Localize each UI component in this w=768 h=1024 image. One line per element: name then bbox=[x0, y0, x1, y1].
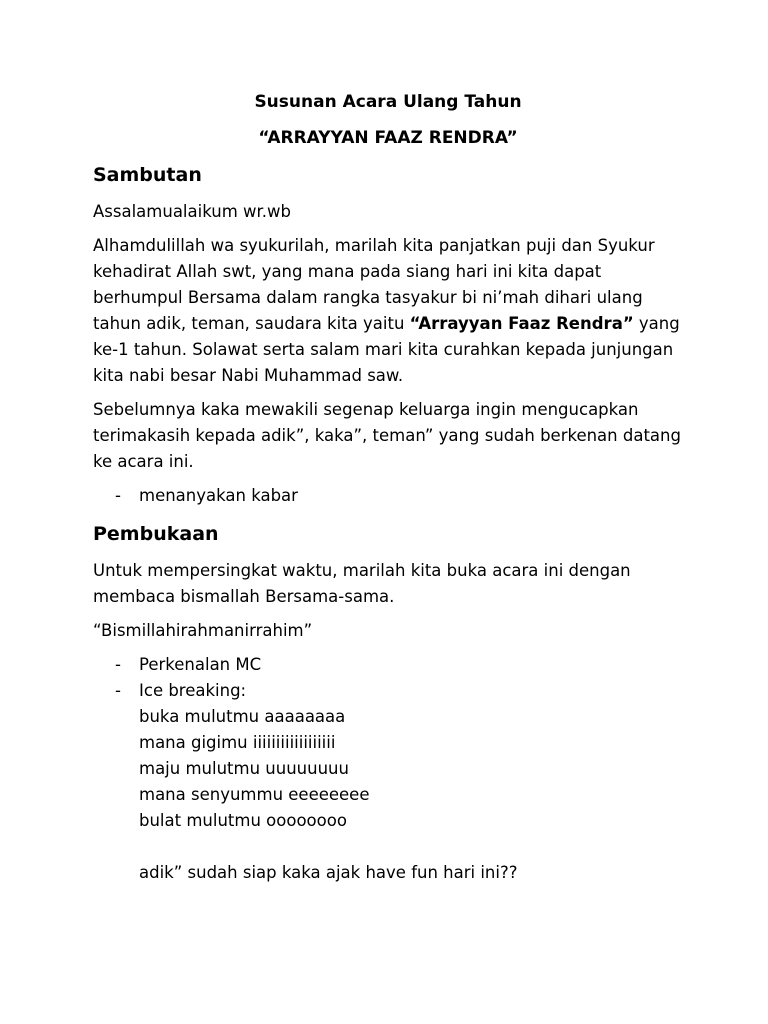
section-heading-pembukaan: Pembukaan bbox=[93, 523, 219, 545]
ice-breaking-line: mana senyummu eeeeeeee bbox=[139, 785, 370, 804]
document-page bbox=[93, 88, 683, 886]
bullet-dash: - bbox=[115, 486, 121, 505]
sambutan-list bbox=[93, 483, 683, 509]
bismillah-quote: “Bismillahirahmanirrahim” bbox=[93, 621, 313, 640]
greeting-text: Assalamualaikum wr.wb bbox=[93, 202, 292, 221]
opening-paragraph-part2: yang ke-1 tahun. Solawat serta salam mari kita curahkan kepada junjungan kita nabi besar Nabi Muhammad saw. bbox=[93, 314, 680, 385]
section-heading-sambutan: Sambutan bbox=[93, 164, 202, 186]
list-item-label: Ice breaking: bbox=[139, 681, 247, 700]
blank-line bbox=[139, 834, 683, 860]
opening-paragraph-part1: Alhamdulillah wa syukurilah, marilah kita panjatkan puji dan Syukur kehadirat Allah swt, yang mana pada siang hari ini kita dapat berhumpul Bersama dalam rangka tasyakur bi ni’mah dihari ulang tahun adik, teman, saudara kita yaitu bbox=[93, 236, 655, 333]
list-item bbox=[93, 652, 683, 678]
list-item-label: menanyakan kabar bbox=[139, 486, 298, 505]
list-item bbox=[93, 483, 683, 509]
ice-breaking-line: mana gigimu iiiiiiiiiiiiiiiiii bbox=[139, 733, 336, 752]
ice-breaking-line: buka mulutmu aaaaaaaa bbox=[139, 707, 346, 726]
child-name-bold: “Arrayyan Faaz Rendra” bbox=[409, 314, 634, 333]
list-item-label: Perkenalan MC bbox=[139, 655, 262, 674]
document-subtitle: “ARRAYYAN FAAZ RENDRA” bbox=[258, 128, 518, 148]
list-item bbox=[93, 678, 683, 704]
closing-line: adik” sudah siap kaka ajak have fun hari ini?? bbox=[139, 863, 518, 882]
ice-breaking-lines bbox=[93, 704, 683, 886]
document-title: Susunan Acara Ulang Tahun bbox=[254, 92, 522, 112]
ice-breaking-line: maju mulutmu uuuuuuuu bbox=[139, 759, 349, 778]
bullet-dash: - bbox=[115, 681, 121, 700]
opening-paragraph bbox=[93, 233, 683, 389]
bullet-dash: - bbox=[115, 655, 121, 674]
thanks-paragraph: Sebelumnya kaka mewakili segenap keluarga ingin mengucapkan terimakasih kepada adik”, kaka”, teman” yang sudah berkenan datang ke acara ini. bbox=[93, 400, 681, 471]
pembukaan-paragraph: Untuk mempersingkat waktu, marilah kita buka acara ini dengan membaca bismallah Bersama-sama. bbox=[93, 561, 631, 606]
ice-breaking-line: bulat mulutmu oooooooo bbox=[139, 811, 347, 830]
pembukaan-list bbox=[93, 652, 683, 704]
